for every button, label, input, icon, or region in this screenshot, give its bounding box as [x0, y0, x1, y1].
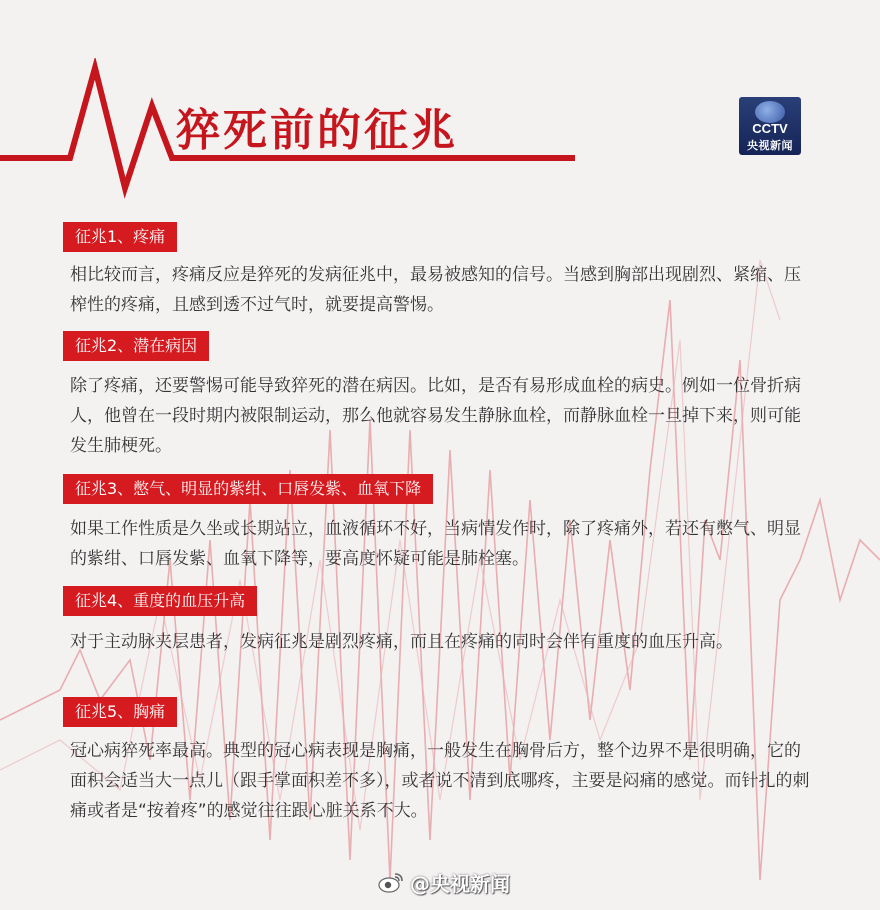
section-4-body: 对于主动脉夹层患者，发病征兆是剧烈疼痛，而且在疼痛的同时会伴有重度的血压升高。	[70, 632, 733, 652]
watermark-text: @央视新闻	[410, 871, 510, 896]
section-5-label: 征兆5、胸痛	[63, 697, 177, 727]
cctv-news-logo	[739, 97, 801, 155]
logo-top-text: CCTV	[752, 121, 788, 136]
watermark	[378, 868, 510, 896]
cctv-emblem-icon	[755, 101, 785, 123]
section-5-body: 冠心病猝死率最高。典型的冠心病表现是胸痛，一般发生在胸骨后方，整个边界不是很明确，它的面积会适当大一点儿（跟手掌面积差不多），或者说不清到底哪疼，主要是闷痛的感觉。而针扎的刺痛或者是“按着疼”的感觉往往跟心脏关系不大。	[70, 741, 810, 821]
weibo-icon	[378, 871, 404, 893]
section-3-label: 征兆3、憋气、明显的紫绀、口唇发紫、血氧下降	[63, 474, 433, 504]
section-3-body: 如果工作性质是久坐或长期站立，血液循环不好，当病情发作时，除了疼痛外，若还有憋气、明显的紫绀、口唇发紫、血氧下降等，要高度怀疑可能是肺栓塞。	[70, 519, 801, 569]
logo-bottom-text: 央视新闻	[747, 139, 793, 152]
page-title: 猝死前的征兆	[176, 105, 458, 156]
section-1-label: 征兆1、疼痛	[63, 222, 177, 252]
section-1-body: 相比较而言，疼痛反应是猝死的发病征兆中，最易被感知的信号。当感到胸部出现剧烈、紧缩、压榨性的疼痛，且感到透不过气时，就要提高警惕。	[70, 265, 801, 315]
section-4-label: 征兆4、重度的血压升高	[63, 586, 257, 616]
section-2-body: 除了疼痛，还要警惕可能导致猝死的潜在病因。比如，是否有易形成血栓的病史。例如一位骨折病人，他曾在一段时期内被限制运动，那么他就容易发生静脉血栓，而静脉血栓一旦掉下来，则可能发生肺梗死。	[70, 376, 801, 456]
section-2-label: 征兆2、潜在病因	[63, 331, 209, 361]
